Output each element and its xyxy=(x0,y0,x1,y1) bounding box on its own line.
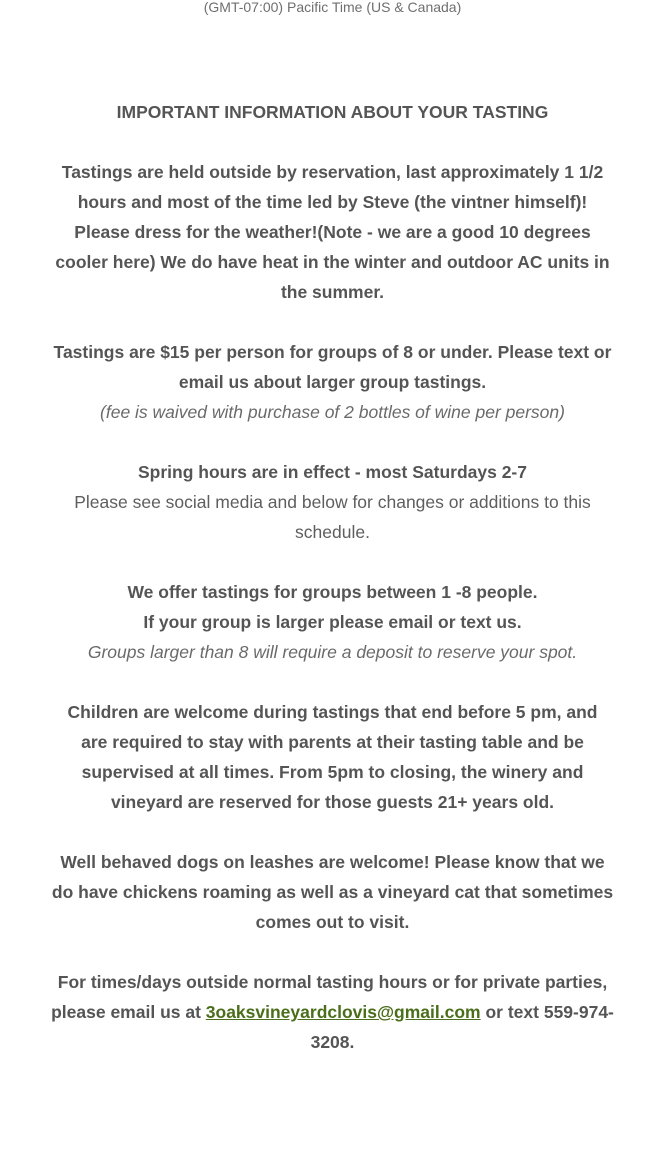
dogs-line-3: comes out to visit. xyxy=(255,912,410,932)
spacer xyxy=(26,127,639,157)
section-heading: IMPORTANT INFORMATION ABOUT YOUR TASTING xyxy=(116,102,549,122)
email-link[interactable]: 3oaksvineyardclovis@gmail.com xyxy=(205,1002,481,1022)
contact-line-2 xyxy=(26,997,639,1027)
contact-line-1: For times/days outside normal tasting hours or for private parties, xyxy=(57,972,608,992)
contact-suffix: or text 559-974- xyxy=(480,1002,614,1022)
hours-title: Spring hours are in effect - most Saturdays 2-7 xyxy=(138,462,527,482)
timezone-label: (GMT-07:00) Pacific Time (US & Canada) xyxy=(203,0,462,15)
contact-prefix: please email us at xyxy=(51,1002,206,1022)
tasting-information xyxy=(26,97,639,1057)
pricing-line-2: email us about larger group tastings. xyxy=(178,372,487,392)
children-line-3: supervised at all times. From 5pm to closing, the winery and xyxy=(81,762,584,782)
children-line-4: vineyard are reserved for those guests 21+ years old. xyxy=(110,792,555,812)
hours-line-1: Please see social media and below for changes or additions to this xyxy=(74,492,591,512)
tasting-info-line-4: cooler here) We do have heat in the winter and outdoor AC units in xyxy=(55,252,610,272)
tasting-info-line-5: the summer. xyxy=(280,282,385,302)
groups-line-2: If your group is larger please email or text us. xyxy=(143,612,522,632)
dogs-line-1: Well behaved dogs on leashes are welcome! Please know that we xyxy=(60,852,605,872)
spacer xyxy=(26,817,639,847)
dogs-line-2: do have chickens roaming as well as a vineyard cat that sometimes xyxy=(51,882,614,902)
spacer xyxy=(26,937,639,967)
children-line-2: are required to stay with parents at their tasting table and be xyxy=(81,732,584,752)
tasting-info-line-2: hours and most of the time led by Steve (the vintner himself)! xyxy=(77,192,588,212)
groups-line-1: We offer tastings for groups between 1 -8 people. xyxy=(127,582,538,602)
spacer xyxy=(26,547,639,577)
hours-line-2: schedule. xyxy=(295,522,370,542)
spacer xyxy=(26,427,639,457)
fee-waiver-note: (fee is waived with purchase of 2 bottles of wine per person) xyxy=(100,402,565,422)
tasting-info-line-1: Tastings are held outside by reservation, last approximately 1 1/2 xyxy=(61,162,604,182)
contact-line-3: 3208. xyxy=(310,1032,355,1052)
groups-deposit-note: Groups larger than 8 will require a deposit to reserve your spot. xyxy=(87,642,578,662)
spacer xyxy=(26,667,639,697)
pricing-line-1: Tastings are $15 per person for groups of 8 or under. Please text or xyxy=(53,342,612,362)
children-line-1: Children are welcome during tastings that end before 5 pm, and xyxy=(67,702,598,722)
tasting-info-line-3: Please dress for the weather!(Note - we are a good 10 degrees xyxy=(74,222,591,242)
spacer xyxy=(26,307,639,337)
